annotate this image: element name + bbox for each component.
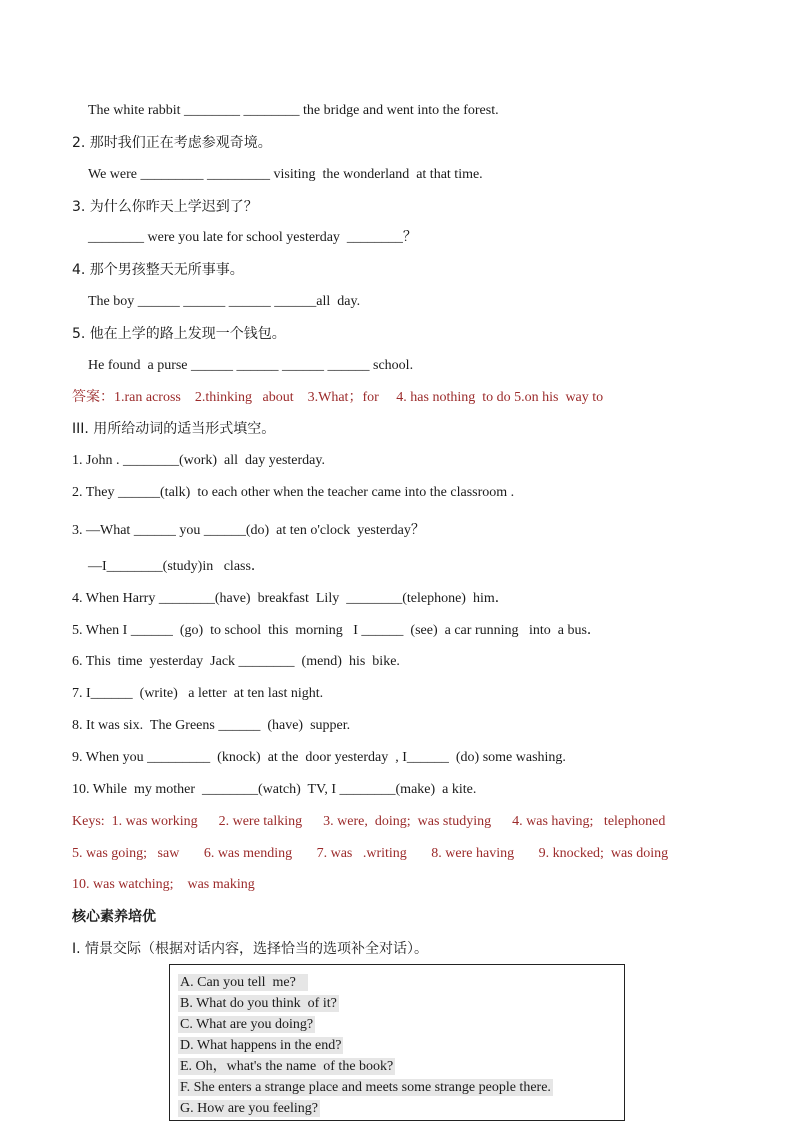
text-line: 5. 他在上学的路上发现一个钱包。 — [72, 326, 286, 342]
text-line: The white rabbit ________ ________ the bridge and went into the forest. — [88, 103, 499, 118]
answer-line: Keys: 1. was working 2. were talking 3. were, doing; was studying 4. was having; telephoned — [72, 814, 666, 829]
option-item: E. Oh，what's the name of the book? — [180, 1059, 394, 1074]
text-line: 6. This time yesterday Jack ________ (mend) his bike. — [72, 654, 400, 669]
text-line: 2. They ______(talk) to each other when the teacher came into the classroom . — [72, 485, 515, 500]
options-box — [169, 964, 625, 1121]
text-line: III. 用所给动词的适当形式填空。 — [72, 421, 276, 437]
text-line: 核心素养培优 — [72, 909, 156, 925]
text-line: We were _________ _________ visiting the wonderland at that time. — [88, 167, 483, 182]
text-line: 3. —What ______ you ______(do) at ten o'clock yesterday？ — [72, 523, 425, 538]
text-line: I. 情景交际（根据对话内容，选择恰当的选项补全对话）。 — [72, 941, 429, 957]
text-line: 10. While my mother ________(watch) TV, I ________(make) a kite. — [72, 782, 477, 797]
text-line: 4. When Harry ________(have) breakfast Lily ________(telephone) him． — [72, 591, 509, 606]
option-item: F. She enters a strange place and meets some strange people there. — [180, 1080, 551, 1095]
text-line: —I________(study)in class． — [88, 559, 265, 574]
option-item: B. What do you think of it? — [180, 996, 337, 1011]
answer-line: 5. was going; saw 6. was mending 7. was .writing 8. were having 9. knocked; was doing — [72, 846, 669, 861]
text-line: 5. When I ______ (go) to school this morning I ______ (see) a car running into a bus． — [72, 623, 601, 638]
option-item: D. What happens in the end? — [180, 1038, 342, 1053]
text-line: He found a purse ______ ______ ______ ______ school. — [88, 358, 414, 373]
text-line: 4. 那个男孩整天无所事事。 — [72, 262, 244, 278]
text-line: The boy ______ ______ ______ ______all day. — [88, 294, 361, 309]
option-item: C. What are you doing? — [180, 1017, 314, 1032]
text-line: 3. 为什么你昨天上学迟到了？ — [72, 199, 258, 215]
text-line: 9. When you _________ (knock) at the door yesterday , I______ (do) some washing. — [72, 750, 566, 765]
option-item: G. How are you feeling? — [180, 1101, 319, 1116]
answer-line: 10. was watching; was making — [72, 877, 255, 892]
text-line: 1. John . ________(work) all day yesterday. — [72, 453, 325, 468]
answer-line: 答案：1.ran across 2.thinking about 3.What；for 4. has nothing to do 5.on his way to — [72, 390, 604, 405]
option-item: A. Can you tell me? — [180, 975, 307, 990]
text-line: ________ were you late for school yesterday ________？ — [88, 230, 417, 245]
text-line: 7. I______ (write) a letter at ten last night. — [72, 686, 324, 701]
text-line: 8. It was six. The Greens ______ (have) supper. — [72, 718, 351, 733]
text-line: 2. 那时我们正在考虑参观奇境。 — [72, 135, 272, 151]
